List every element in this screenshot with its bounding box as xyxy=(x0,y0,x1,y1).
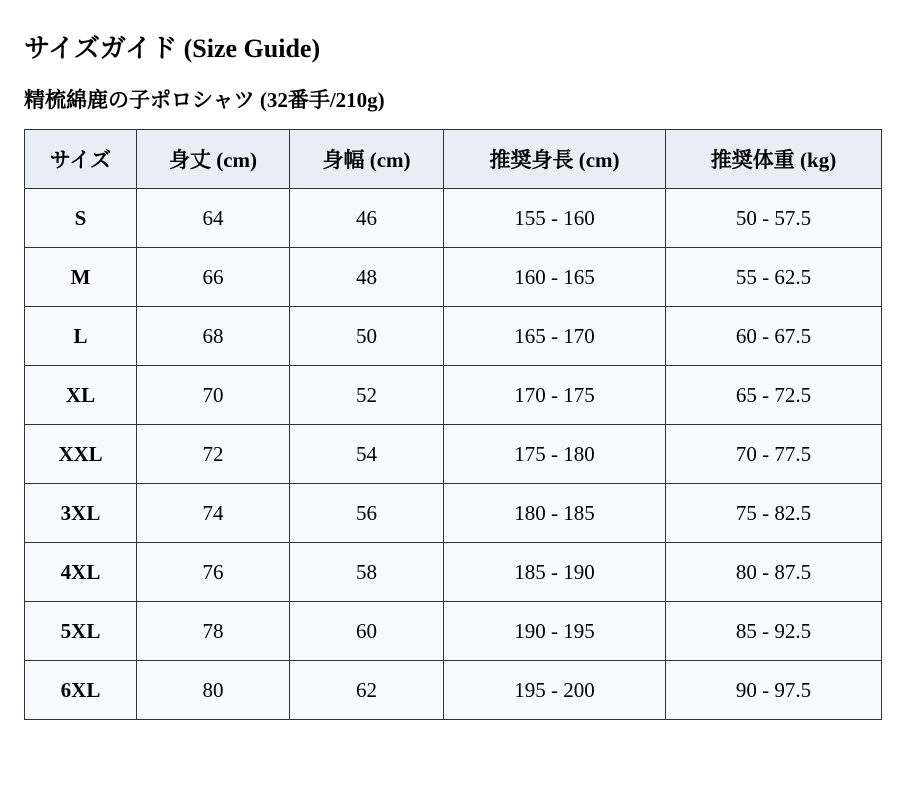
body-width-cell: 62 xyxy=(290,661,444,720)
table-row xyxy=(25,661,882,720)
recommended-weight-cell: 60 - 67.5 xyxy=(666,307,882,366)
table-row xyxy=(25,189,882,248)
table-row xyxy=(25,484,882,543)
body-length-cell: 70 xyxy=(137,366,290,425)
size-table xyxy=(24,129,882,720)
body-width-cell: 48 xyxy=(290,248,444,307)
header-recommended-weight: 推奨体重 (kg) xyxy=(666,130,882,189)
body-length-cell: 74 xyxy=(137,484,290,543)
size-cell: XL xyxy=(25,366,137,425)
body-length-cell: 76 xyxy=(137,543,290,602)
body-length-cell: 78 xyxy=(137,602,290,661)
body-width-cell: 56 xyxy=(290,484,444,543)
recommended-weight-cell: 70 - 77.5 xyxy=(666,425,882,484)
table-row xyxy=(25,602,882,661)
recommended-height-cell: 185 - 190 xyxy=(444,543,666,602)
header-recommended-height: 推奨身長 (cm) xyxy=(444,130,666,189)
table-row xyxy=(25,248,882,307)
size-cell: S xyxy=(25,189,137,248)
size-cell: L xyxy=(25,307,137,366)
body-length-cell: 64 xyxy=(137,189,290,248)
body-width-cell: 54 xyxy=(290,425,444,484)
body-width-cell: 58 xyxy=(290,543,444,602)
recommended-height-cell: 155 - 160 xyxy=(444,189,666,248)
size-cell: M xyxy=(25,248,137,307)
recommended-weight-cell: 65 - 72.5 xyxy=(666,366,882,425)
size-cell: 4XL xyxy=(25,543,137,602)
body-length-cell: 72 xyxy=(137,425,290,484)
recommended-height-cell: 160 - 165 xyxy=(444,248,666,307)
recommended-height-cell: 170 - 175 xyxy=(444,366,666,425)
recommended-height-cell: 190 - 195 xyxy=(444,602,666,661)
size-cell: 5XL xyxy=(25,602,137,661)
recommended-weight-cell: 75 - 82.5 xyxy=(666,484,882,543)
body-width-cell: 50 xyxy=(290,307,444,366)
recommended-weight-cell: 80 - 87.5 xyxy=(666,543,882,602)
recommended-height-cell: 195 - 200 xyxy=(444,661,666,720)
body-width-cell: 52 xyxy=(290,366,444,425)
body-length-cell: 68 xyxy=(137,307,290,366)
table-row xyxy=(25,307,882,366)
table-row xyxy=(25,543,882,602)
header-body-length: 身丈 (cm) xyxy=(137,130,290,189)
recommended-height-cell: 165 - 170 xyxy=(444,307,666,366)
recommended-weight-cell: 55 - 62.5 xyxy=(666,248,882,307)
recommended-height-cell: 175 - 180 xyxy=(444,425,666,484)
header-size: サイズ xyxy=(25,130,137,189)
size-cell: XXL xyxy=(25,425,137,484)
recommended-height-cell: 180 - 185 xyxy=(444,484,666,543)
size-cell: 6XL xyxy=(25,661,137,720)
body-width-cell: 60 xyxy=(290,602,444,661)
recommended-weight-cell: 85 - 92.5 xyxy=(666,602,882,661)
header-body-width: 身幅 (cm) xyxy=(290,130,444,189)
product-subtitle: 精梳綿鹿の子ポロシャツ (32番手/210g) xyxy=(24,88,385,112)
table-header-row xyxy=(25,130,882,189)
table-row xyxy=(25,366,882,425)
body-length-cell: 66 xyxy=(137,248,290,307)
body-width-cell: 46 xyxy=(290,189,444,248)
page-title: サイズガイド (Size Guide) xyxy=(24,34,321,63)
body-length-cell: 80 xyxy=(137,661,290,720)
size-cell: 3XL xyxy=(25,484,137,543)
recommended-weight-cell: 90 - 97.5 xyxy=(666,661,882,720)
recommended-weight-cell: 50 - 57.5 xyxy=(666,189,882,248)
table-row xyxy=(25,425,882,484)
